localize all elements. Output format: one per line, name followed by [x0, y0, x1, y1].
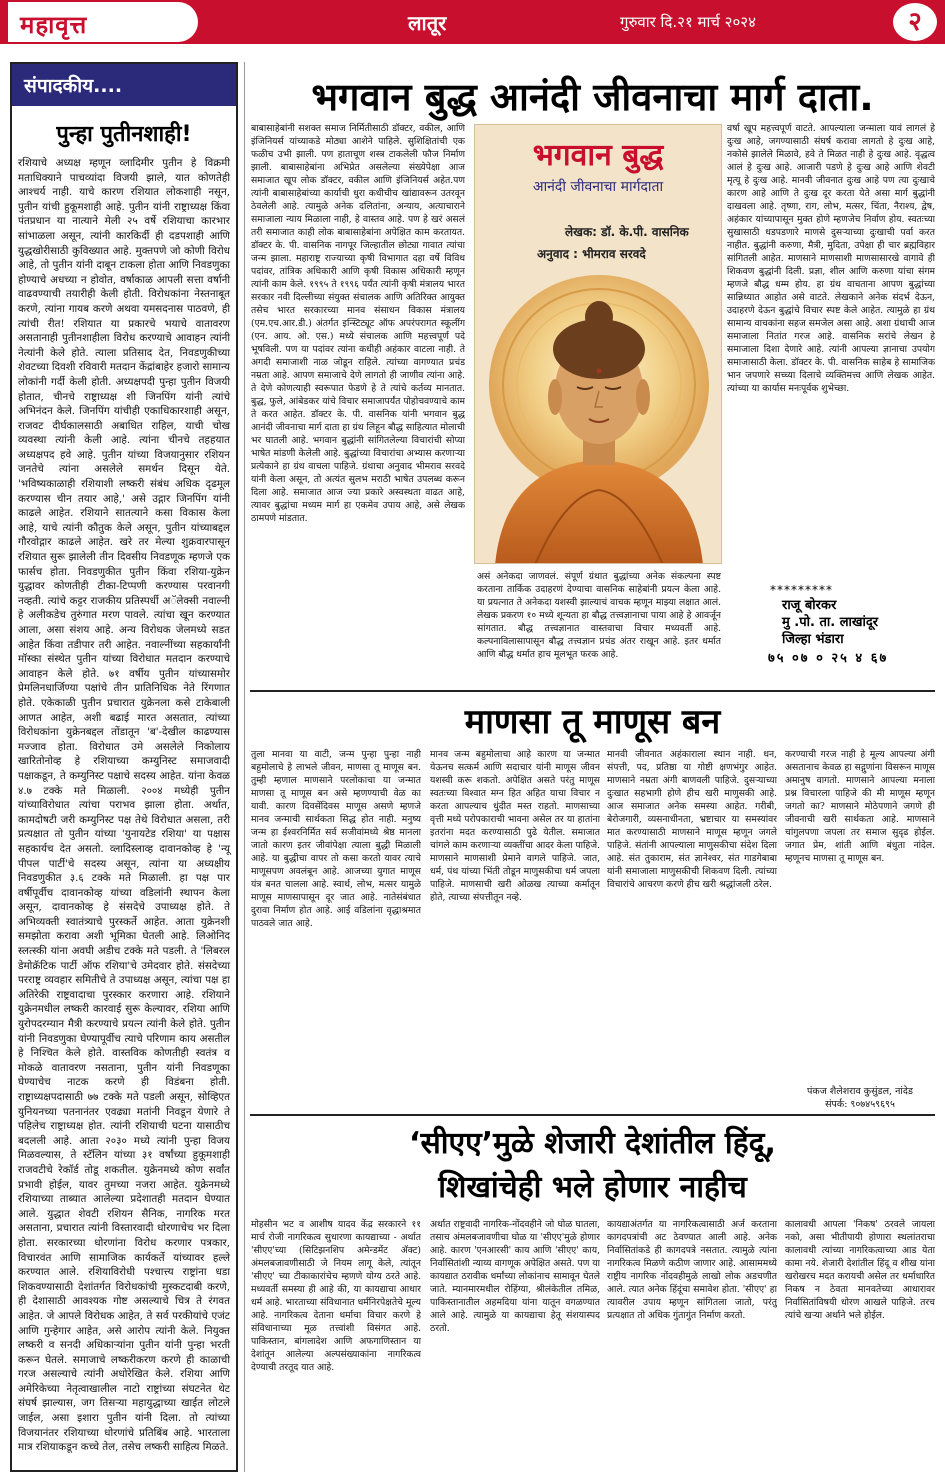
article1-signoff	[730, 583, 930, 666]
article3-headline	[250, 1122, 935, 1210]
article3-column-1: मोहसीन भट व आशीष यादव केंद्र सरकारने ११ मार्च रोजी नागरिकत्व सुधारणा कायद्याच्या - अर्थात 'सीएए'च्या (सिटिझनशिप अमेन्डमेंट ॲक्ट) अंमलबजावणीसाठी जे नियम लागू केले, त्यांतून 'सीएए' च्या टीकाकारांचेच म्हणणे योग्य ठरते आहे. मध्यवर्ती समस्या ही आहे की, या कायद्याचा आधार धर्म आहे. भारताच्या संविधानात धर्मनिरपेक्षतेचे मूल्य आहे. नागरिकत्व देताना धर्माचा विचार करणे हे संविधानाच्या मूळ तत्त्वांशी विसंगत आहे. पाकिस्तान, बांगलादेश आणि अफगाणिस्तान या देशांतून आलेल्या अल्पसंख्याकांना नागरिकत्व देण्याची तरतूद यात आहे.	[251, 1219, 421, 1373]
article3-column-3: कायद्याअंतर्गत या नागरिकत्वासाठी अर्ज करताना कागदपत्रांची अट ठेवण्यात आली आहे. अनेक निर्वासितांकडे ही कागदपत्रे नसतात. त्यामुळे त्यांना नागरिकत्व मिळणे कठीण जाणार आहे. आसाममध्ये राष्ट्रीय नागरिक नोंदवहीमुळे लाखो लोक अडचणीत आले. त्यात अनेक हिंदूंचा समावेश होता. 'सीएए' हा त्यावरील उपाय म्हणून सांगितला जातो, परंतु प्रत्यक्षात तो अधिक गुंतागुंत निर्माण करतो.	[607, 1219, 777, 1321]
article3-column-2: अर्थात राष्ट्रवादी नागरिक-नोंदवहीने जो घोळ घातला, तसाच अंमलबजावणीचा घोळ या 'सीएए'मुळे होणार आहे. कारण 'एनआरसी' काय आणि 'सीएए' काय, निर्वासितांशी न्याय्य वागणूक अपेक्षित असते. पण या कायद्यात ठरावीक धर्मांच्या लोकांनाच सामावून घेतले जाते. म्यानमारमधील रोहिंग्या, श्रीलंकेतील तमिळ, पाकिस्तानातील अहमदिया यांना यातून वगळण्यात आले आहे. त्यामुळे या कायद्याचा हेतू संशयास्पद ठरतो.	[430, 1219, 600, 1334]
signoff-stars: *********	[770, 583, 833, 597]
editorial-body: रशियाचे अध्यक्ष म्हणून व्लादिमीर पुतीन हे विक्रमी मताधिक्याने पाचव्यांदा विजयी झाले, यात कोणतेही आश्चर्य नाही. याचे कारण रशियात लोकशाही नसून, पुतीन यांची हुकूमशाही आहे. पुतीन यांनी राष्ट्राध्यक्ष किंवा पंतप्रधान या नात्याने मेली २५ वर्षे रशियाचा कारभार सांभाळला असून, त्यांनी कारकिर्दी ही दडपशाही आणि युद्धखोरीसाठी कुविख्यात आहे. मुक्तपणे जो कोणी विरोध आहे, तो पुतीन यांनी दाबून टाकला होता आणि निवडणुका होण्याचे अधच्या न होवोत, वर्षाकाळ आपली सत्ता वर्षानी वाढवण्याची तयारीही केली होती. विरोधकांना नेस्तनाबूत करणे, त्यांना गायब करणे अथवा यमसदनास पाठवणे, ही त्यांची रीत! रशियात या प्रकारचे भयाचे वातावरण असतानाही पुतीनशाहीला विरोध करण्याचे आवाहन त्यांनी नेत्यांनी केले होते. त्याला प्रतिसाद देत, निवडणुकीच्या शेवटच्या दिवशी रविवारी मतदान केंद्रांबाहेर हजारो सामान्य लोकांनी गर्दी केली होती. अध्यक्षपदी पुन्हा पुतीन विजयी होतात, चीनचे राष्ट्राध्यक्ष शी जिनपिंग यांनी त्यांचे अभिनंदन केले. जिनपिंग यांचीही एकाधिकारशाही असून, राजवट दीर्घकालसाठी अबाधित राहिल, याची चोख व्यवस्था त्यांनी केली आहे. त्यांना चीनचे तहहयात अध्यक्षपद हवे आहे. पुतीन यांच्या विजयानुसार रशियन जनतेचे त्यांना असलेले समर्थन दिसून येते. 'भविष्यकाळाही रशियाशी लष्करी संबंध अधिक दृढमूल करण्यास चीन तयार आहे,' असे उद्गार जिनपिंग यांनी काढले आहेत. रशियाने सातत्याने कसा विकास केला आहे, याचे त्यांनी कौतुक केले असून, पुतीन यांच्याबद्दल गौरवोद्गार काढले आहेत. खरे तर मेल्या शुक्रवारपासून रशियात सुरू झालेली तीन दिवसीय निवडणूक म्हणजे एक फार्सच होता. निवडणुकीत पुतीन किंवा रशिया-युक्रेन युद्धावर कोणतीही टीका-टिप्पणी करण्यास परवानगी नव्हती. त्यांचे कट्टर राजकीय प्रतिस्पर्धी अॅलेक्सी नवाल्नी हे अलीकडेच तुरुंगात मरण पावले. त्यांचा खून करण्यात आला, असा संशय आहे. अन्य विरोधक जेलमध्ये सडत आहेत किंवा तडीपार तरी आहेत. नवाल्नींच्या सहकार्यांनी मॉस्का संस्थेत पुतीन यांच्या विरोधात मतदान करण्याचे आवाहन केले होते. ७१ वर्षीय पुतीन यांच्यासमोर प्रेमलिनधार्जिण्या पक्षांचे तीन प्रातिनिधिक नेते रिंगणात होते. एकेकाळी पुतीन प्रचारात युक्रेनला कसे टाकेबाली आणत आहेत, अशी बढाई मारत असतात, त्यांच्या विरोधकांना युक्रेनबद्दल तोंडातून 'ब'-देखील काढण्यास मज्जाव होता. विरोधात उमे असलेले निकोलाय खारितोनोव्ह हे रशियाच्या कम्युनिस्ट समाजवादी पक्षाकडून, ते कम्युनिस्ट पक्षाचे सदस्य आहेत. यांना केवळ ४.७ टक्के मते मिळाली. २००४ मध्येही पुतीन यांच्याविरोधात त्यांचा पराभव झाला होता. अर्थात, कामदोषटी जरी कम्युनिस्ट पक्ष तेथे विरोधात असला, तरी प्रत्यक्षात तो पुतीन यांच्या 'युनायटेड रशिया' या पक्षास सहकार्यच देत असतो. व्लादिस्लाव्ह दावानकोव्ह हे 'न्यू पीपल पार्टी'चे सदस्य असून, त्यांना या अध्यक्षीय निवडणुकीत ३.६ टक्के मते मिळाली. हा पक्ष पार वर्षीपूर्वीच दावानकोव्ह यांच्या वडिलांनी स्थापन केला असून, दावानकोव्ह हे संसदेचे उपाध्यक्ष होते. ते अभिव्यक्ती स्वातंत्र्याचे पुरस्कर्ते आहेत. आता युक्रेनशी समझोता करावा अशी भूमिका घेतली आहे. लिओनिद स्लत्स्की यांना अवघी अडीच टक्के मते पडली. ते 'लिबरल डेमोक्रॅटिक पार्टी ऑफ रशिया'चे उमेदवार होते. संसदेच्या परराष्ट्र व्यवहार समितीचे ते उपाध्यक्ष असून, त्यांचा पक्ष हा अतिरेकी राष्ट्रवादाचा पुरस्कार करणारा आहे. रशियाने युक्रेनमधील लष्करी कारवाई सुरू केल्यावर, रशिया आणि युरोपदरम्यान मैत्री करण्याचे प्रयत्न त्यांनी केले होते. पुतीन यांनी निवडणुका घेण्यापूर्वीच त्याचे परिणाम काय असतील हे निश्चित केले होते. वास्तविक कोणतीही स्वतंत्र व मोकळे वातावरण नसताना, पुतीन यांनी निवडणूका घेण्याचेच नाटक करणे ही विडंबना होती. राष्ट्राध्यक्षपदासाठी ७७ टक्के मते पडली असून, सोव्हिएत युनियनच्या पतनानंतर एवढ्या मतांनी निवडून येणारे ते पहिलेच राष्ट्राध्यक्ष होत. त्यांनी रशियाची घटना यासाठीच बदलली आहे. आता २०३० मध्ये त्यांनी पुन्हा विजय मिळवल्यास, ते स्टॅलिन यांच्या ३१ वर्षांच्या हुकूमशाही राजवटीचे रेकॉर्ड तोडू शकतील. युक्रेनमध्ये कोण सर्वांत प्रभावी होईल, यावर तुमच्या नजरा आहेत. युक्रेनमध्ये रशियाच्या ताब्यात आलेल्या प्रदेशातही मतदान घेण्यात आले. युद्धात शेवटी रशियन सैनिक, नागरिक मरत असताना, प्रचारात त्यांनी विस्तारवादी धोरणाचेच भर दिला होता. सरकारच्या धोरणांना विरोध करणार पत्रकार, विचारवंत आणि सामाजिक कार्यकर्ते यांच्यावर हल्ले करण्यात आले. रशियाविरोधी पश्चात्त्य राष्ट्रांना धडा शिकवण्यासाठी देशांतर्गत विरोधकांची मुस्कटदाबी करणे, ही देशासाठी आवश्यक गोष्ट असल्याचे चित्र ते रंगवत आहेत. जे आपले विरोधक आहेत, ते सर्व परकीयांचे एजंट आणि गुन्हेगार आहेत, असे आरोप त्यांनी केले. नियुक्त लष्करी व सनदी अधिकाऱ्यांना पुतीन यांनी पुन्हा भरती करून घेतले. समाजाचे लष्करीकरण करणे ही काळाची गरज असल्याचे त्यांनी अधोरेखित केले. रशिया आणि अमेरिकेच्या नेतृत्वाखालील नाटो राष्ट्रांच्या संघटनेत थेट संघर्ष झाल्यास, जग तिसऱ्या महायुद्धाच्या खाईत लोटले जाईल, असा इशारा पुतीन यांनी दिला. तो त्यांच्या विजयानंतर रशियाच्या धोरणांचे प्रतिबिंब आहे. भारताला मात्र रशियाकडून कच्चे तेल, तसेच लष्करी साहित्य मिळते.	[18, 157, 230, 1454]
poster-author: लेखक: डॉ. के.पी. वासनिक	[565, 225, 689, 239]
article3-headline-line-2: शिखांचेही भले होणार नाहीच	[438, 1170, 747, 1205]
signoff-name: राजू बोरकर	[782, 598, 837, 613]
brand-logo	[8, 2, 198, 42]
article2-column-4: करण्याची गरज नाही हे मूल्य आपल्या अंगी असतानाच केवळ हा सद्गुणांना विसरून माणूस अमानुष वागतो. माणसाने आपल्या मनाला प्रश्न विचारला पाहिजे की मी माणूस म्हणून जगतो का? माणसाने मोठेपणाने जगणे ही जीवनाची खरी सार्थकता आहे. माणसाने चांगुलपणा जपला तर समाज सुदृढ होईल. जगात प्रेम, शांती आणि बंधुता नांदेल. म्हणूनच माणसा तू माणूस बन.	[785, 749, 935, 864]
edition-city: लातूर	[408, 11, 447, 35]
signoff-address-2: जिल्हा भंडारा	[782, 632, 844, 647]
signoff-address-1: मु .पो. ता. लाखांदूर	[782, 615, 879, 630]
section-divider-2	[250, 1114, 935, 1116]
article2-column-2: मानव जन्म बहुमोलाचा आहे कारण या जन्मात येऊनच सत्कर्म आणि सदाचार यांनी माणूस जीवन यशस्वी करू शकतो. अपेक्षित असते परंतु माणूस स्वतःच्या विश्वात मग्न हित अहित याचा विचार न करता आपल्याच धुंदीत मस्त राहतो. माणसाच्या वृत्ती मध्ये परोपकाराची भावना असेल तर या हातांना इतरांना मदत करण्यासाठी पुढे येतील. समाजात चांगले काम करणाऱ्या व्यक्तींचा आदर केला पाहिजे. माणसाने माणसाशी प्रेमाने वागले पाहिजे. जात, धर्म, पंथ यांच्या भिंती तोडून माणुसकीचा धर्म जपला पाहिजे. माणसाची खरी ओळख त्याच्या कर्मातून होते, त्याच्या संपत्तीतून नव्हे.	[430, 749, 600, 903]
page-number: २	[893, 3, 937, 41]
buddha-illustration	[475, 265, 722, 564]
article2-headline: माणसा तू माणूस बन	[464, 702, 721, 742]
editorial-column	[10, 62, 238, 1472]
column-divider	[244, 62, 245, 1472]
article3-column-4: कालावधी आपला 'निकष' ठरवले जायला नको, असा भीतीपायी होणारा स्थलांतराचा कालावधी त्यांच्या नागरिकत्वाच्या आड येता कामा नये. शेजारी देशांतील हिंदू व शीख यांना खरोखरच मदत करायची असेल तर धर्माधारित निकष न ठेवता मानवतेच्या आधारावर निर्वासितांविषयी धोरण आखले पाहिजे. तरच त्यांचे खऱ्या अर्थाने भले होईल.	[785, 1219, 935, 1321]
section-divider-1	[250, 690, 935, 692]
article2-column-3: मानवी जीवनात अहंकाराला स्थान नाही. धन, संपत्ती, पद, प्रतिष्ठा या गोष्टी क्षणभंगुर आहेत. माणसाने नम्रता अंगी बाणवली पाहिजे. दुसऱ्याच्या दुःखात सहभागी होणे हीच खरी माणुसकी आहे. आज समाजात अनेक समस्या आहेत. गरीबी, बेरोजगारी, व्यसनाधीनता, भ्रष्टाचार या समस्यांवर मात करण्यासाठी माणसाने माणूस म्हणून जगले पाहिजे. संतांनी आपल्याला माणुसकीचा संदेश दिला आहे. संत तुकाराम, संत ज्ञानेश्वर, संत गाडगेबाबा यांनी समाजाला माणुसकीची शिकवण दिली. त्यांच्या विचारांचे आचरण करणे हीच खरी श्रद्धांजली ठरेल.	[607, 749, 777, 890]
article1-below-poster: असं अनेकदा जाणवलं. संपूर्ण ग्रंथात बुद्धांच्या अनेक संकल्पना स्पष्ट करताना तार्किक उदाहरणं देण्याचा वासनिक साहेबांनी प्रयत्न केला आहे. या प्रयत्नात ते अनेकदा यशस्वी झाल्याचं वाचक म्हणून माझ्या लक्षात आलं. लेखक प्रकरण १० मध्ये शून्यता हा बौद्ध तत्त्वज्ञानाचा पाया आहे हे आवर्जून सांगतात. बौद्ध तत्त्वज्ञानात वास्तवाचा विचार मध्यवर्ती आहे. कल्पनाविलासापासून बौद्ध तत्त्वज्ञान प्रचंड अंतर राखून आहे. इतर धर्मात आणि बौद्ध धर्मात हाच मूलभूत फरक आहे.	[477, 571, 721, 660]
poster-title: भगवान बुद्ध	[532, 138, 664, 173]
article1-column-1: बाबासाहेबांनी सशक्त समाज निर्मितीसाठी डॉक्टर, वकील, आणि इंजिनियर्स यांच्याकडे मोठ्या आशेने पाहिले. सुशिक्षितांची एक फळीच उभी झाली. पण हाताचूण शस्त्र टाकलेली फौज निर्माण झाली. बाबासाहेबांना अभिप्रेत असलेल्या संख्येपेक्षा आज समाजात खूप लोक डॉक्टर, वकील आणि इंजिनियर्स अहेत.पण त्यांनी बाबासाहेबांच्या कार्याची धुरा कधीचीच खांद्यावरून उतरवून ठेवलेली आहे. त्यामुळे अनेक दलितांना, अन्याय, अत्याचाराने समाजाला न्याय मिळाला नाही, हे वास्तव आहे. पण हे खरं असलं तरी समाजात काही लोक बाबासाहेबांना अपेक्षित काम करतायत. डॉक्टर के. पी. वासनिक नागपूर जिल्हातील छोट्या गावात त्यांचा जन्म झाला. महाराष्ट्र राज्याच्या कृषी विभागात दहा वर्षे विविध पदांवर, तांत्रिक अधिकारी आणि कृषी विकास अधिकारी म्हणून त्यांनी काम केले. १९९५ ते १९९६ पर्यंत त्यांनी कृषी मंत्रालय भारत सरकार नवी दिल्लीच्या संयुक्त संचालक आणि अतिरिक्त आयुक्त तसेच भारत सरकारच्या मानव संसाधन विकास मंत्रालय (एम.एच.आर.डी.) अंतर्गत इन्स्टिट्यूट ऑफ अपरंपरागत स्कूलींग (एन. आय. ओ. एस.) मध्ये संचालक आणि महत्त्वपूर्ण पदे भूषविली. पण या पदांवर त्यांना कधीही अहंकार वाटला नाही. ते अगदी समाजाशी नाळ जोडून राहिले. त्यांच्या वागण्यात प्रचंड नम्रता आहे. आपण समाजाचे देणे लागतो ही जाणीव त्यांना आहे. ते देणे कोणत्याही स्वरूपात फेडणे हे ते त्यांचे कर्तव्य मानतात. बुद्ध, फुले, आंबेडकर यांचे विचार समाजापर्यंत पोहोचवण्याचे काम ते करत आहेत. डॉक्टर के. पी. वासनिक यांनी भगवान बुद्ध आनंदी जीवनाचा मार्ग दाता हा ग्रंथ लिहून बौद्ध साहित्यात मोलाची भर घातली आहे. भगवान बुद्धांनी सांगितलेल्या विचारांची सोप्या भाषेत मांडणी केलेली आहे. बुद्धांच्या विचारांचा अभ्यास करणाऱ्या प्रत्येकाने हा ग्रंथ वाचला पाहिजे. ग्रंथाचा अनुवाद भीमराव सरवदे यांनी केला असून, तो अत्यंत सुलभ मराठी भाषेत उपलब्ध करून दिला आहे. समाजात आज ज्या प्रकारे अस्वस्थता वाढत आहे, त्यावर बुद्धांचा मध्यम मार्ग हा एकमेव उपाय आहे, असे लेखक ठामपणे मांडतात.	[251, 123, 465, 524]
issue-date: गुरुवार दि.२१ मार्च २०२४	[620, 13, 756, 31]
editorial-headline: पुन्हा पुतीनशाही!	[56, 122, 192, 147]
article2-column-1: तुला मानवा या वाटी, जन्म पुन्हा पुन्हा नाही बहुमोलाचे हे लाभले जीवन, माणसा तू माणूस बन. तुम्ही म्हणाल माणसाने परलोकाचा या जन्मात माणसा तू माणूस बन असे म्हणण्याची वेळ का यावी. कारण दिवसेंदिवस माणूस असणे म्हणजे मानव जन्माची सार्थकता सिद्ध होत नाही. मनुष्य जन्म हा ईश्वरनिर्मित सर्व सजीवांमध्ये श्रेष्ठ मानला जातो कारण इतर जीवांपेक्षा त्याला बुद्धी मिळाली आहे. या बुद्धीचा वापर तो कसा करतो यावर त्याचे माणूसपण अवलंबून आहे. आजच्या युगात माणूस यंत्र बनत चालला आहे. स्वार्थ, लोभ, मत्सर यामुळे माणूस माणसापासून दूर जात आहे. नातेसंबंधात दुरावा निर्माण होत आहे. आई वडिलांना वृद्धाश्रमात पाठवले जात आहे.	[251, 749, 421, 929]
article1-column-3: वर्षा खूप महत्त्वपूर्ण वाटते. आपल्याला जन्माला यावं लागलं हे दुःख आहे, जगण्यासाठी संघर्ष करावा लागतो हे दुःख आहे, नकोसे झालेले मिळावे, हवे ते मिळत नाही हे दुःख आहे. वृद्धत्व आलं हे दुःख आहे. आजारी पडणे हे दुःख आहे आणि शेवटी मृत्यू हे दुःख आहे. मानवी जीवनात दुःख आहे पण त्या दुःखाचे कारण आहे आणि ते दुःख दूर करता येते असा मार्ग बुद्धांनी दाखवला आहे. तृष्णा, राग, लोभ, मत्सर, चिंता, नैराश्य, द्वेष, अहंकार यांच्यापासून मुक्त होणे म्हणजेच निर्वाण होय. स्वतःच्या सुखासाठी धडपडणारे माणसे दुसऱ्याच्या दुःखाची पर्वा करत नाहीत. बुद्धांनी करुणा, मैत्री, मुदिता, उपेक्षा ही चार ब्रह्मविहार सांगितली आहेत. माणसाने माणसाशी माणसासारखे वागावे ही शिकवण बुद्धांनी दिली. प्रज्ञा, शील आणि करुणा यांचा संगम म्हणजे बौद्ध धम्म होय. हा ग्रंथ वाचताना आपण बुद्धांच्या सान्निध्यात आहोत असे वाटते. लेखकाने अनेक संदर्भ देऊन, उदाहरणे देऊन बुद्धांचे विचार स्पष्ट केले आहेत. त्यामुळे हा ग्रंथ सामान्य वाचकांना सहज समजेल असा आहे. अशा ग्रंथाची आज समाजाला नितांत गरज आहे. वासनिक सरांचे लेखन हे समाजाला दिशा देणारे आहे. त्यांनी आपल्या ज्ञानाचा उपयोग समाजासाठी केला. डॉक्टर के. पी. वासनिक साहेब हे सामाजिक भान जपणारे सच्च्या दिलाचे व्यक्तिमत्त्व आणि लेखक आहेत. त्यांच्या या कार्यास मनःपूर्वक शुभेच्छा.	[727, 123, 935, 394]
signoff-phone: ७५ ०७ ० २५ ४ ६७	[768, 651, 889, 666]
article1-headline: भगवान बुद्ध आनंदी जीवनाचा मार्ग दाता.	[311, 75, 874, 119]
editorial-section-label: संपादकीय....	[12, 64, 236, 106]
brand-name: महावृत्त	[20, 11, 88, 39]
poster-translator: अनुवाद : भीमराव सरवदे	[537, 247, 646, 261]
poster-subtitle: आनंदी जीवनाचा मार्गदाता	[532, 179, 664, 195]
article3-headline-line-1: ‘सीएए’मुळे शेजारी देशांतील हिंदू,	[409, 1126, 776, 1161]
article2-credit: पंकज शैलेशराव कुसुंडल, नांदेड संपर्क: ९०७४५९६९५	[807, 1086, 913, 1110]
masthead	[0, 0, 945, 44]
book-cover-image	[474, 124, 722, 564]
